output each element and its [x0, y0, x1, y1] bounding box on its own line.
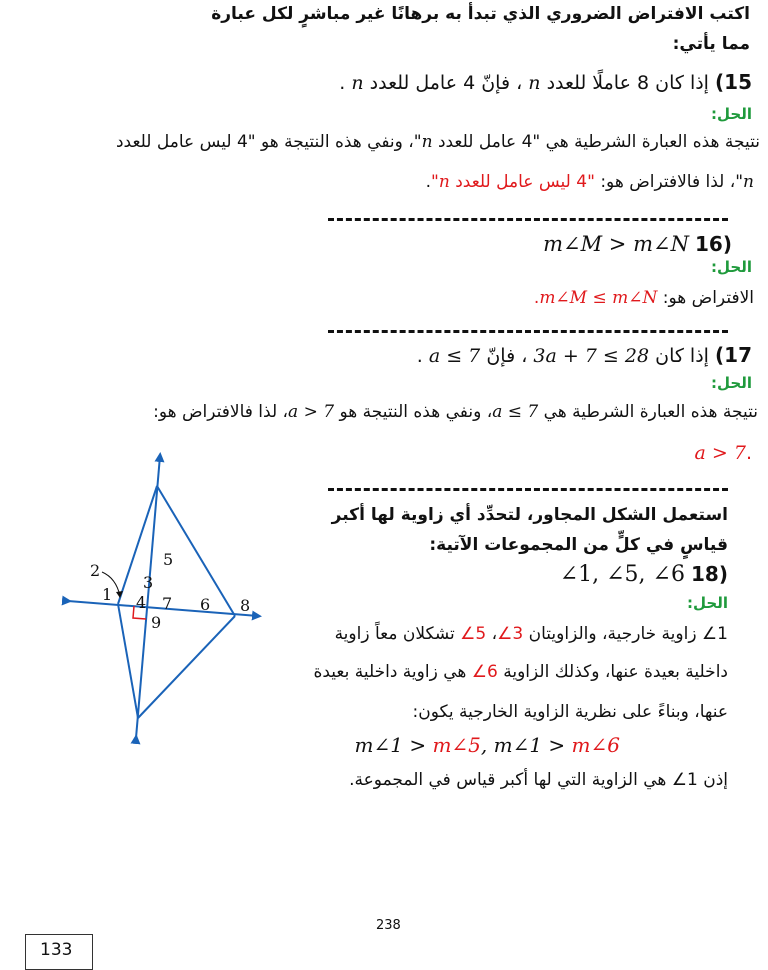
angle-label-1: 1	[102, 585, 113, 604]
q17-solution-label: الحل:	[711, 374, 752, 392]
q15-text-b: ، فإنّ 4 عامل للعدد	[369, 72, 523, 94]
q15-var-2: n	[351, 72, 364, 94]
q17-answer	[695, 442, 752, 464]
q15-answer	[431, 172, 595, 192]
q18-l1-r1: 3∠	[497, 624, 524, 644]
q18-l2-a: داخلية بعيدة عنها، وكذلك الزاوية	[503, 662, 728, 682]
q17-text-b: ، فإنّ	[486, 345, 528, 367]
q18-eq-b: m∠5	[432, 733, 481, 757]
q15-sol-var-2: n	[743, 172, 754, 192]
angle-label-7: 7	[162, 594, 173, 613]
q16-answer	[534, 288, 754, 308]
q18-l1-c: ،	[491, 624, 498, 644]
q18-intro-line-2: قياسٍ في كلٍّ من المجموعات الآتية:	[429, 535, 728, 555]
q15-text-a: إذا كان 8 عاملًا للعدد	[546, 72, 709, 94]
q18-eq-c: , m∠1 >	[480, 733, 566, 757]
angle-label-9: 9	[151, 613, 162, 632]
q16-solution-label: الحل:	[711, 258, 752, 276]
divider-1	[328, 218, 728, 221]
q15-answer-b: "	[431, 172, 439, 192]
q15-number: 15)	[715, 70, 752, 94]
q16-answer-label: الافتراض هو:	[662, 288, 754, 308]
q18-intro-line-1: استعمل الشكل المجاور، لتحدِّد أي زاوية لها أكبر	[331, 505, 728, 525]
q15-end: .	[339, 72, 346, 94]
q15-solution-line-2	[426, 172, 754, 192]
q15-var-1: n	[528, 72, 541, 94]
q15-sol-b: "، ونفي هذه النتيجة هو "4 ليس عامل للعدد	[115, 132, 422, 152]
q18-l1-b: تشكلان معاً زاوية	[334, 624, 455, 644]
instruction-line-2: مما يأتي:	[672, 34, 750, 54]
q15-statement	[339, 70, 752, 94]
q16-answer-math: m∠M ≤ m∠N	[539, 288, 658, 308]
q15-answer-a: "4 ليس عامل للعدد	[455, 172, 595, 192]
q18-eq	[355, 733, 620, 757]
angle-label-6: 6	[200, 595, 211, 614]
q15-answer-var: n	[438, 172, 450, 192]
q16-statement	[543, 232, 732, 256]
q17-statement	[417, 343, 752, 367]
angle-label-2: 2	[90, 561, 101, 580]
page-number: 238	[376, 918, 401, 933]
q17-text-a: إذا كان	[655, 345, 709, 367]
q18-statement	[560, 562, 728, 587]
geometry-figure	[50, 438, 280, 783]
q18-equation	[355, 733, 620, 757]
q15-solution-label: الحل:	[711, 105, 752, 123]
q18-l2-b: هي زاوية داخلية بعيدة	[313, 662, 467, 682]
q16-answer-end: .	[533, 288, 540, 308]
q15-sol-end: .	[425, 172, 432, 192]
q18-l1-r2: 5∠	[460, 624, 487, 644]
q17-answer-math: a > 7	[694, 442, 746, 464]
instruction-line-1: اكتب الافتراض الضروري الذي تبدأ به برهانًا غير مباشرٍ لكل عبارة	[211, 4, 750, 24]
q17-sol-m2: a > 7	[288, 402, 335, 422]
angle-label-5: 5	[163, 550, 174, 569]
q18-l2-r: 6∠	[471, 662, 498, 682]
q18-eq-a: m∠1 >	[354, 733, 427, 757]
q17-answer-end: .	[745, 442, 752, 464]
q18-solution-line-3: عنها، وبناءً على نظرية الزاوية الخارجية يكون:	[412, 702, 728, 722]
q18-number: (18	[691, 562, 728, 586]
q18-set: ∠1, ∠5, ∠6	[559, 562, 685, 587]
angle-label-8: 8	[240, 596, 251, 615]
side-left-bottom	[118, 604, 138, 718]
q18-solution-line-2	[313, 662, 728, 682]
q18-l1-a: 1∠ زاوية خارجية، والزاويتان	[528, 624, 728, 644]
angle-label-4: 4	[136, 593, 147, 612]
q18-eq-d: m∠6	[571, 733, 620, 757]
q17-solution-line	[153, 402, 758, 422]
q17-sol-b: ، ونفي هذه النتيجة هو	[339, 402, 493, 422]
q15-solution-line-1	[116, 132, 760, 152]
divider-3	[328, 488, 728, 491]
q17-number: 17)	[715, 343, 752, 367]
q17-sol-a: نتيجة هذه العبارة الشرطية هي	[543, 402, 758, 422]
q17-sol-m1: a ≤ 7	[492, 402, 539, 422]
q18-solution-line-1	[335, 624, 728, 644]
q17-cond: 3a + 7 ≤ 28	[533, 345, 650, 367]
q17-concl: a ≤ 7	[428, 345, 481, 367]
page-box-number: 133	[25, 934, 93, 970]
q16-math: m∠M > m∠N	[543, 232, 689, 256]
q17-sol-c: ، لذا فالافتراض هو:	[153, 402, 289, 422]
q15-sol-c: "، لذا فالافتراض هو:	[600, 172, 744, 192]
q15-sol-a: نتيجة هذه العبارة الشرطية هي "4 عامل للعدد	[437, 132, 760, 152]
q17-end: .	[416, 345, 423, 367]
q18-solution-label: الحل:	[687, 594, 728, 612]
q16-number: (16	[695, 232, 732, 256]
divider-2	[328, 330, 728, 333]
angle-label-3: 3	[143, 573, 154, 592]
q18-conclusion: إذن 1∠ هي الزاوية التي لها أكبر قياس في المجموعة.	[349, 770, 728, 790]
q15-sol-var-1: n	[421, 132, 433, 152]
